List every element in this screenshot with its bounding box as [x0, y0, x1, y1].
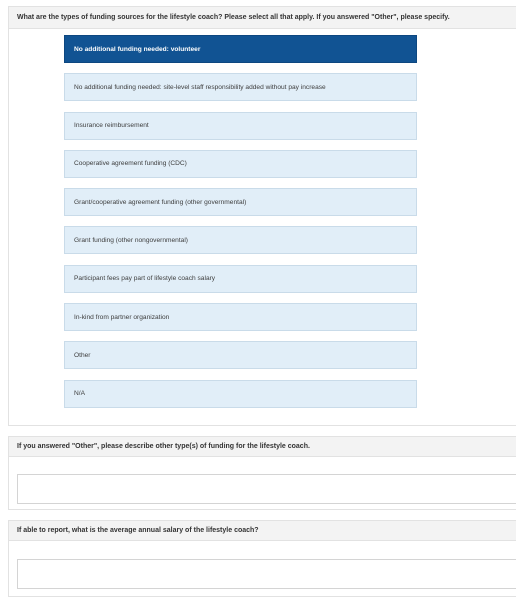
other-funding-input[interactable]	[17, 474, 516, 504]
choice-nongovernmental-grant[interactable]: Grant funding (other nongovernmental)	[64, 226, 417, 254]
question-header	[9, 437, 516, 457]
question-header	[9, 521, 516, 541]
question-text: If able to report, what is the average annual salary of the lifestyle coach?	[17, 527, 259, 534]
salary-question	[8, 520, 516, 597]
choice-site-staff[interactable]: No additional funding needed: site-level staff responsibility added without pay increase	[64, 73, 417, 101]
choice-in-kind[interactable]: In-kind from partner organization	[64, 303, 417, 331]
funding-sources-question	[8, 6, 516, 426]
salary-input[interactable]	[17, 559, 516, 589]
choice-cdc-agreement[interactable]: Cooperative agreement funding (CDC)	[64, 150, 417, 178]
choice-other[interactable]: Other	[64, 341, 417, 369]
choice-list	[64, 35, 417, 418]
other-funding-question	[8, 436, 516, 510]
choice-governmental-grant[interactable]: Grant/cooperative agreement funding (other governmental)	[64, 188, 417, 216]
question-header	[9, 7, 516, 29]
choice-na[interactable]: N/A	[64, 380, 417, 408]
question-text: If you answered "Other", please describe other type(s) of funding for the lifestyle coach.	[17, 443, 310, 450]
choice-volunteer[interactable]: No additional funding needed: volunteer	[64, 35, 417, 63]
question-text: What are the types of funding sources for the lifestyle coach? Please select all that apply. If you answered "Other", please specify.	[17, 14, 450, 21]
choice-participant-fees[interactable]: Participant fees pay part of lifestyle coach salary	[64, 265, 417, 293]
choice-insurance[interactable]: Insurance reimbursement	[64, 112, 417, 140]
